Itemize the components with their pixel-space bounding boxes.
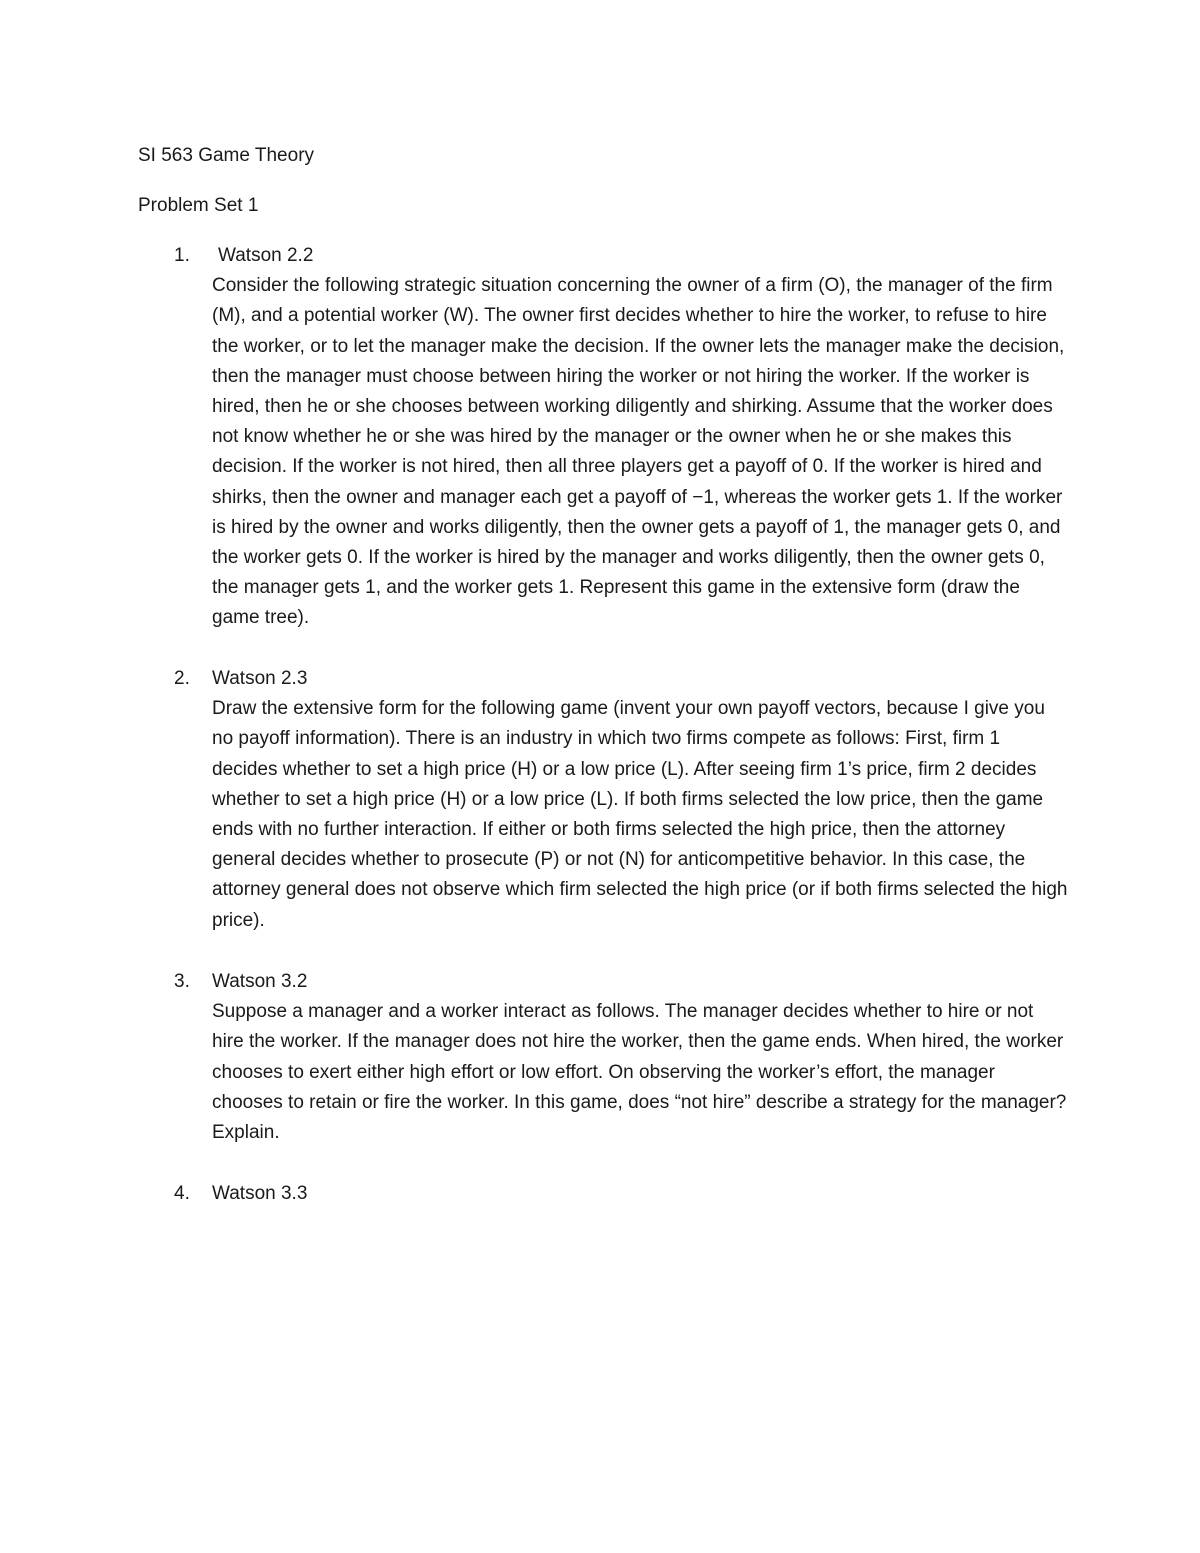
document-title: SI 563 Game Theory xyxy=(138,145,315,166)
problem-body xyxy=(212,1179,1068,1209)
problem-number: 3. xyxy=(174,971,190,992)
problem-number: 2. xyxy=(174,668,190,689)
problem-heading: Watson 3.2 xyxy=(212,971,308,992)
problem-heading: Watson 2.2 xyxy=(218,245,314,266)
problem-number: 4. xyxy=(174,1183,190,1204)
problem-body xyxy=(212,967,1068,1148)
problem-heading: Watson 3.3 xyxy=(212,1183,308,1204)
problem-text: Suppose a manager and a worker interact as follows. The manager decides whether to hire or not hire the worker. If the manager does not hire the worker, then the game ends. When hired, the worker chooses to exert either high effort or low effort. On observing the worker’s effort, the manager chooses to retain or fire the worker. In this game, does “not hire” describe a strategy for the manager? Explain. xyxy=(212,1001,1067,1144)
problem-text: Consider the following strategic situation concerning the owner of a firm (O), the manager of the firm (M), and a potential worker (W). The owner first decides whether to hire the worker, to refuse to hire the worker, or to let the manager make the decision. If the owner lets the manager make the decision, then the manager must choose between hiring the worker or not hiring the worker. If the worker is hired, then he or she chooses between working diligently and shirking. Assume that the worker does not know whether he or she was hired by the manager or the owner when he or she makes this decision. If the worker is not hired, then all three players get a payoff of 0. If the worker is hired and shirks, then the owner and manager each get a payoff of −1, whereas the worker gets 1. If the worker is hired by the owner and works diligently, then the owner gets a payoff of 1, the manager gets 0, and the worker gets 0. If the worker is hired by the manager and works diligently, then the owner gets 0, the manager gets 1, and the worker gets 1. Represent this game in the extensive form (draw the game tree). xyxy=(212,275,1065,629)
problem-heading: Watson 2.3 xyxy=(212,668,308,689)
problem-text: Draw the extensive form for the following game (invent your own payoff vectors, because I give you no payoff information). There is an industry in which two firms compete as follows: First, firm 1 decides whether to set a high price (H) or a low price (L). After seeing firm 1’s price, firm 2 decides whether to set a high price (H) or a low price (L). If both firms selected the low price, then the game ends with no further interaction. If either or both firms selected the high price, then the attorney general decides whether to prosecute (P) or not (N) for anticompetitive behavior. In this case, the attorney general does not observe which firm selected the high price (or if both firms selected the high price). xyxy=(212,698,1068,931)
problem-body xyxy=(212,664,1068,936)
document-subtitle: Problem Set 1 xyxy=(138,195,259,216)
problem-body xyxy=(212,241,1068,634)
problem-number: 1. xyxy=(174,245,190,266)
